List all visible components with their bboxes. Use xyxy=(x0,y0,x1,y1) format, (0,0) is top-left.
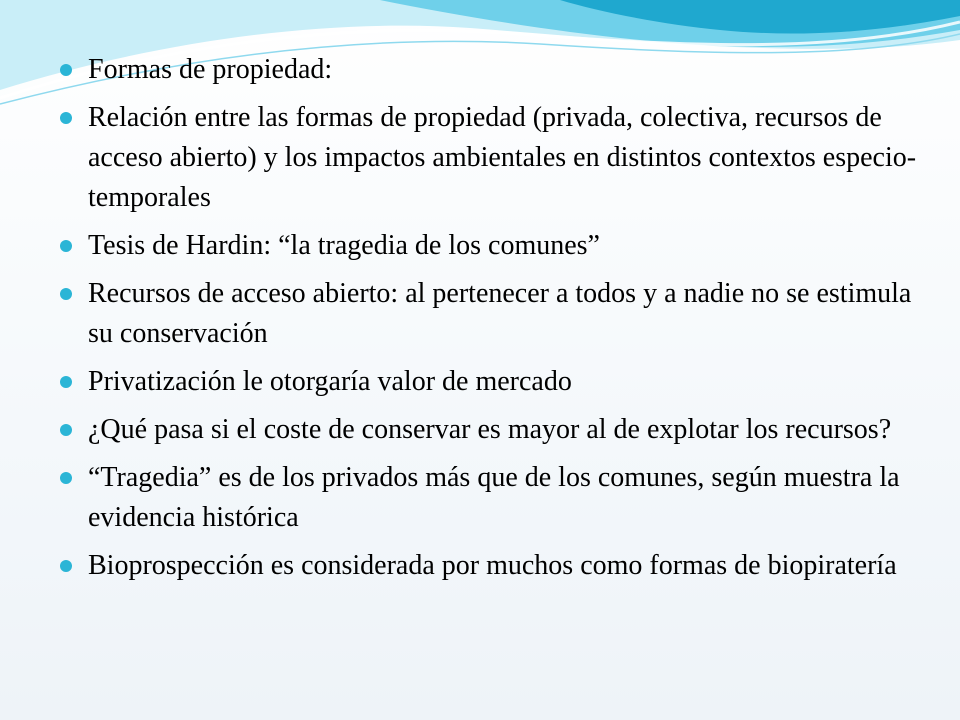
bullet-dot-icon xyxy=(60,560,72,572)
bullet-dot-icon xyxy=(60,472,72,484)
bullet-dot-icon xyxy=(60,376,72,388)
bullet-list xyxy=(60,50,920,586)
bullet-text: Bioprospección es considerada por muchos como formas de biopiratería xyxy=(88,550,897,581)
bullet-item xyxy=(60,546,920,586)
bullet-item xyxy=(60,458,920,538)
bullet-dot-icon xyxy=(60,424,72,436)
bullet-item xyxy=(60,410,920,450)
bullet-text: Tesis de Hardin: “la tragedia de los comunes” xyxy=(88,230,600,261)
bullet-dot-icon xyxy=(60,288,72,300)
bullet-item xyxy=(60,274,920,354)
bullet-text: Privatización le otorgaría valor de mercado xyxy=(88,366,572,397)
bullet-dot-icon xyxy=(60,240,72,252)
bullet-text: Formas de propiedad: xyxy=(88,54,333,85)
bullet-dot-icon xyxy=(60,64,72,76)
bullet-item xyxy=(60,362,920,402)
slide-body xyxy=(60,50,920,594)
bullet-item xyxy=(60,50,920,90)
bullet-text: ¿Qué pasa si el coste de conservar es mayor al de explotar los recursos? xyxy=(88,414,892,445)
bullet-text: Recursos de acceso abierto: al pertenecer a todos y a nadie no se estimula su conservación xyxy=(88,278,912,349)
bullet-text: Relación entre las formas de propiedad (privada, colectiva, recursos de acceso abierto) y los impactos ambientales en distintos contextos especio-temporales xyxy=(88,102,917,213)
bullet-text: “Tragedia” es de los privados más que de los comunes, según muestra la evidencia histórica xyxy=(88,462,900,533)
bullet-item xyxy=(60,98,920,218)
bullet-dot-icon xyxy=(60,112,72,124)
bullet-item xyxy=(60,226,920,266)
